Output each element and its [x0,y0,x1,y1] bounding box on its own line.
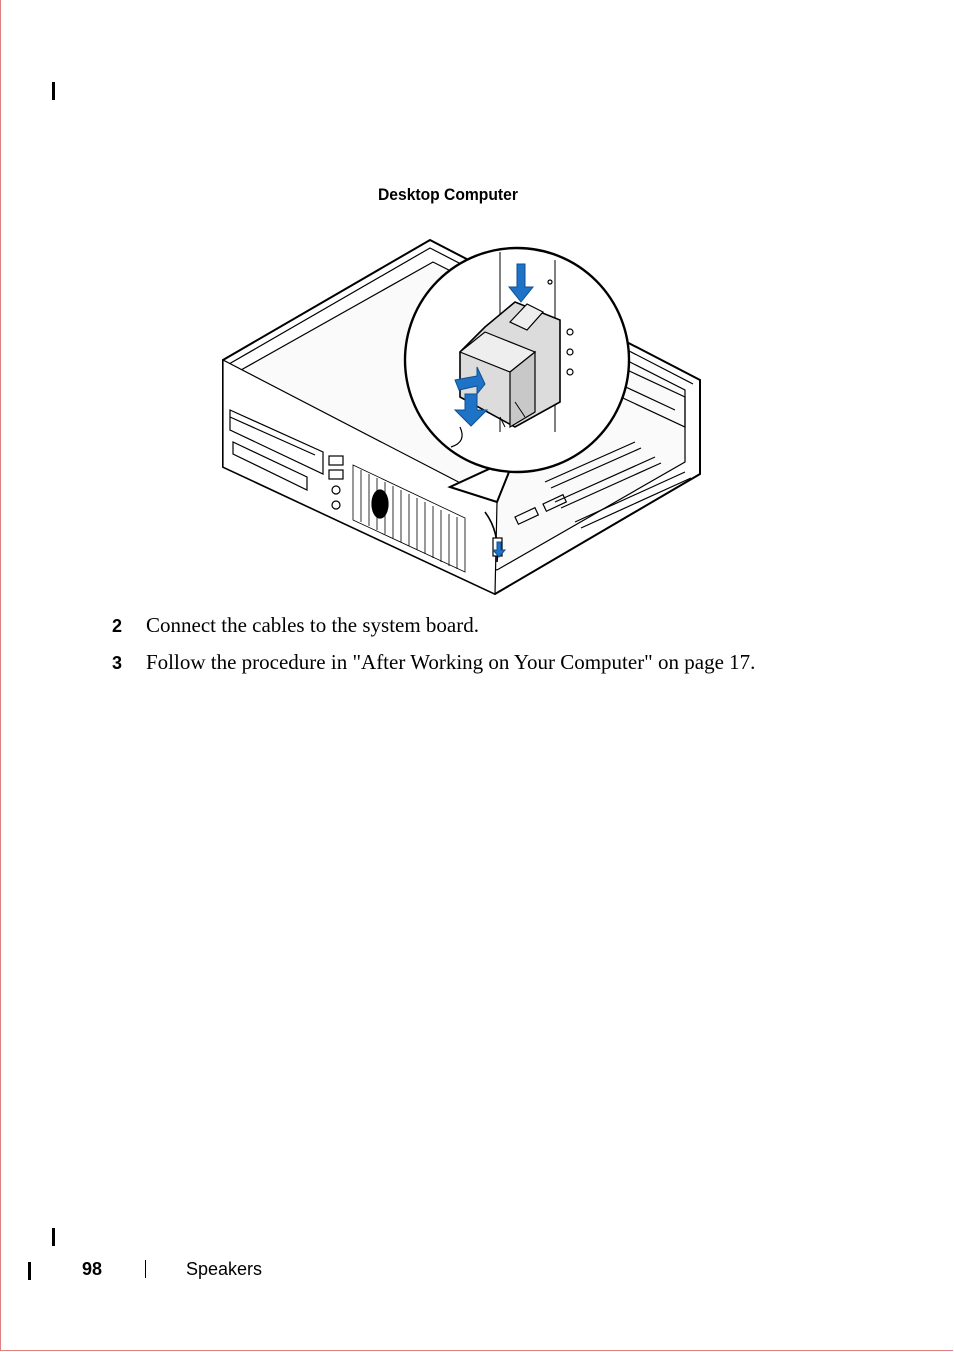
step-number: 3 [112,653,123,673]
crop-mark-top [52,82,55,100]
crop-mark-bottom [52,1228,55,1246]
speaker-installation-illustration [215,232,705,600]
step-text: Follow the procedure in "After Working on Your Computer" on page 17. [146,650,756,674]
figure-caption: Desktop Computer [378,185,518,204]
footer-divider [145,1260,146,1278]
crop-mark-footer [28,1262,31,1280]
footer-section-name: Speakers [186,1259,263,1279]
page-number: 98 [82,1259,103,1279]
step-text: Connect the cables to the system board. [146,613,479,637]
step-number: 2 [112,616,123,636]
